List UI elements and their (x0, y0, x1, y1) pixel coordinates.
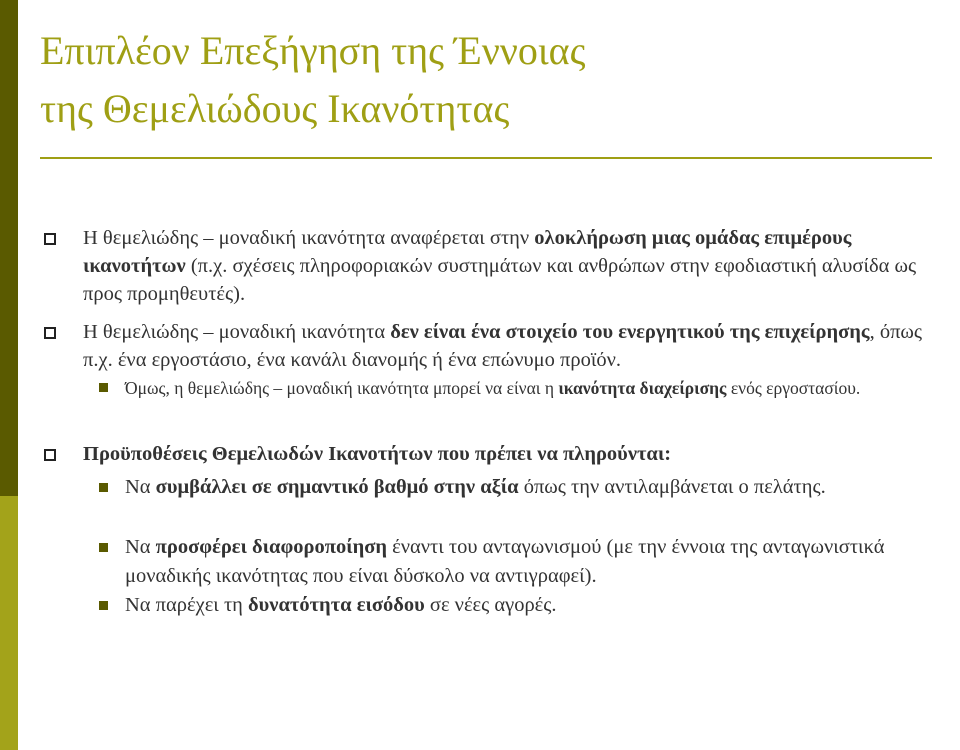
bullet-2-sub-text: Όμως, η θεμελιώδης – μοναδική ικανότητα μπορεί να είναι η ικανότητα διαχείρισης ενός εργοστασίου. (125, 378, 861, 398)
filled-square-bullet-icon (99, 601, 108, 610)
outline-square-bullet-icon (44, 449, 56, 461)
bullet-3-text: Προϋποθέσεις Θεμελιωδών Ικανοτήτων που πρέπει να πληρούνται: (83, 443, 672, 465)
filled-square-bullet-icon (99, 383, 108, 392)
title-line-2: της Θεμελιώδους Ικανότητας (40, 86, 510, 131)
bullet-3-sub-2-text: Να προσφέρει διαφοροποίηση έναντι του ανταγωνισμού (με την έννοια της ανταγωνιστικά μοναδικής ικανότητας που είναι δύσκολο να αντιγραφεί). (125, 536, 885, 587)
bullet-1-text: Η θεμελιώδης – μοναδική ικανότητα αναφέρεται στην ολοκλήρωση μιας ομάδας επιμέρους ικανοτήτων (π.χ. σχέσεις πληροφοριακών συστημάτων και ανθρώπων στην εφοδιαστική αλυσίδα ως προς προμηθευτές). (83, 227, 917, 305)
bullet-3-sub-3-text: Να παρέχει τη δυνατότητα εισόδου σε νέες αγορές. (125, 594, 557, 616)
filled-square-bullet-icon (99, 543, 108, 552)
bullet-2-text: Η θεμελιώδης – μοναδική ικανότητα δεν είναι ένα στοιχείο του ενεργητικού της επιχείρησης, όπως π.χ. ένα εργοστάσιο, ένα κανάλι διανομής ή ένα επώνυμο προϊόν. (83, 321, 923, 371)
title-line-1: Επιπλέον Επεξήγηση της Έννοιας (40, 28, 586, 73)
outline-square-bullet-icon (44, 327, 56, 339)
outline-square-bullet-icon (44, 233, 56, 245)
bullet-3-sub-1-text: Να συμβάλλει σε σημαντικό βαθμό στην αξία όπως την αντιλαμβάνεται ο πελάτης. (125, 476, 826, 498)
filled-square-bullet-icon (99, 483, 108, 492)
